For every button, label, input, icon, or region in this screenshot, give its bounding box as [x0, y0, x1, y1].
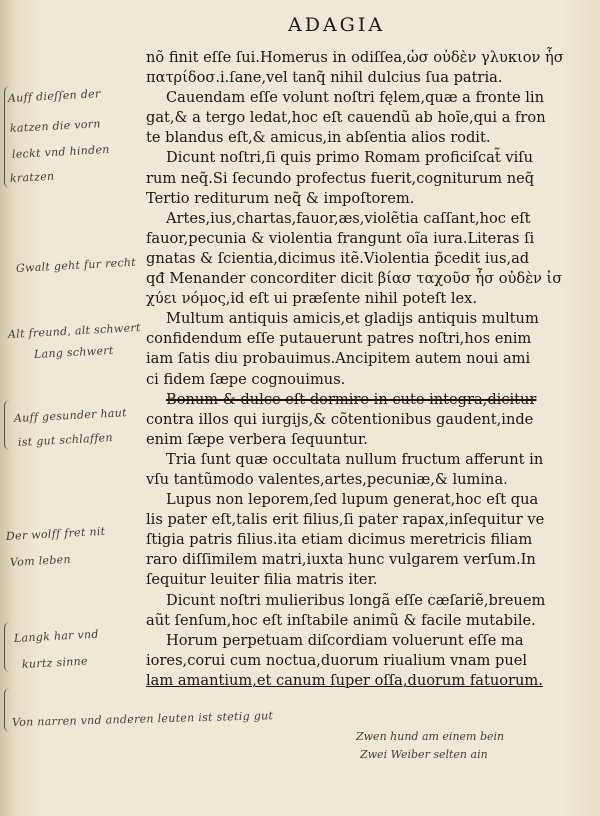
margin-note: katzen die vorn [9, 117, 101, 135]
text-line: ci fidem ſæpe cognouimus. [146, 370, 346, 388]
margin-note: Der wolff fret nit [5, 524, 106, 543]
margin-note: Auff dieſſen der [7, 87, 101, 105]
text-line: lis pater eſt,talis erit filius,ſi pater rapax,inſequitur ve [146, 511, 545, 529]
text-line: iores,corui cum noctua,duorum riualium vnam puel [146, 651, 528, 669]
running-header: ADAGIA [288, 14, 386, 36]
margin-note: kratzen [9, 169, 55, 185]
text-line: confidendum eſſe putauerunt patres noſtri,hos enim [146, 330, 532, 348]
text-line: contra illos qui iurgijs,& cõtentionibus gaudent,inde [146, 410, 534, 428]
text-line: te blandus eſt,& amicus,in abſentia alios rodit. [146, 129, 491, 147]
text-line: Lupus non leporem,ſed lupum generat,hoc eſt qua [166, 491, 539, 509]
text-line: fauor,pecunia & violentia frangunt oĩa iura.Literas ſi [146, 229, 535, 247]
text-line: Multum antiquis amicis,et gladijs antiquis multum [166, 310, 539, 328]
text-line: ſtigia patris filius.ita etiam dicimus meretricis filiam [146, 531, 533, 549]
text-line: πατρίδοσ.i.ſane,vel tanq̃ nihil dulcius ſua patria. [146, 69, 503, 87]
text-line: gat,& a tergo ledat,hoc eſt cauendũ ab hoĩe,qui a fron [146, 109, 546, 127]
text-line: raro diſſimilem matri,iuxta hunc vulgarem verſum.In [146, 551, 536, 569]
text-line: Cauendam eſſe volunt noſtri fęlem,quæ a fronte lin [166, 89, 544, 107]
text-line: Artes,ius,chartas,fauor,æs,violẽtia caſſant,hoc eſt [166, 209, 531, 227]
margin-note: Gwalt geht fur recht [15, 255, 137, 275]
text-line: Dicunt noſtri,ſi quis primo Romam proficiſcat̃ viſu [166, 149, 534, 167]
text-line: rum neq̃.Si ſecundo profectus fuerit,cogniturum neq̃ [146, 169, 535, 187]
text-line: Dicunt noſtri mulieribus longã eſſe cæſariẽ,breuem [166, 591, 546, 609]
body-text [146, 48, 582, 691]
margin-note: Alt freund, alt schwert [7, 321, 141, 341]
text-line: ſequitur leuiter filia matris iter. [146, 571, 378, 589]
margin-note: Langk har vnd [13, 627, 100, 645]
text-line: nõ finit eſſe ſui.Homerus in odiſſea,ὡσ οὐδὲν γλυκιον ἧσ [146, 49, 564, 66]
text-line: qđ Menander concorditer dicit βίασ ταχοῦσ ἧσ οὐδὲν ἰσ [146, 270, 563, 288]
margin-bracket [4, 622, 13, 672]
text-line: vſu tantũmodo valentes,artes,pecuniæ,& lumina. [146, 470, 508, 488]
text-line: aũt ſenſum,hoc eſt inſtabile animũ & facile mutabile. [146, 611, 536, 629]
bottom-annotation: Zwen hund am einem bein [356, 730, 505, 743]
margin-note: Vom leben [9, 552, 72, 569]
bottom-annotation: Zwei Weiber selten ain [360, 748, 488, 761]
text-line: iam ſatis diu probauimus.Ancipitem autem noui ami [146, 350, 531, 368]
text-line: Tria ſunt quæ occultata nullum fructum afferunt in [166, 450, 544, 468]
margin-bracket [4, 400, 13, 450]
text-line: lam amantium,et canum ſuper oſſa,duorum fatuorum. [146, 671, 543, 689]
text-line: Bonum & dulce eſt dormire in cute integra,dicitur [166, 390, 537, 408]
text-line: Tertio rediturum neq̃ & impoſtorem. [146, 189, 415, 207]
margin-note: leckt vnd hinden [11, 142, 110, 161]
margin-note: ist gut schlaffen [17, 431, 114, 449]
text-line: enim ſæpe verbera ſequuntur. [146, 430, 368, 448]
text-line: Horum perpetuam diſcordiam voluerunt eſſe ma [166, 631, 524, 649]
text-line: χύει νόμος,id eſt ui præſente nihil poteſt lex. [146, 290, 478, 308]
margin-note: Auff gesunder haut [13, 406, 128, 425]
margin-note: Von narren vnd anderen leuten ist stetig gut [11, 709, 274, 729]
text-line: gnatas & ſcientia,dicimus itẽ.Violentia p̃cedit ius,ad [146, 249, 530, 267]
margin-note: kurtz sinne [21, 654, 89, 671]
margin-note: Lang schwert [33, 343, 114, 361]
